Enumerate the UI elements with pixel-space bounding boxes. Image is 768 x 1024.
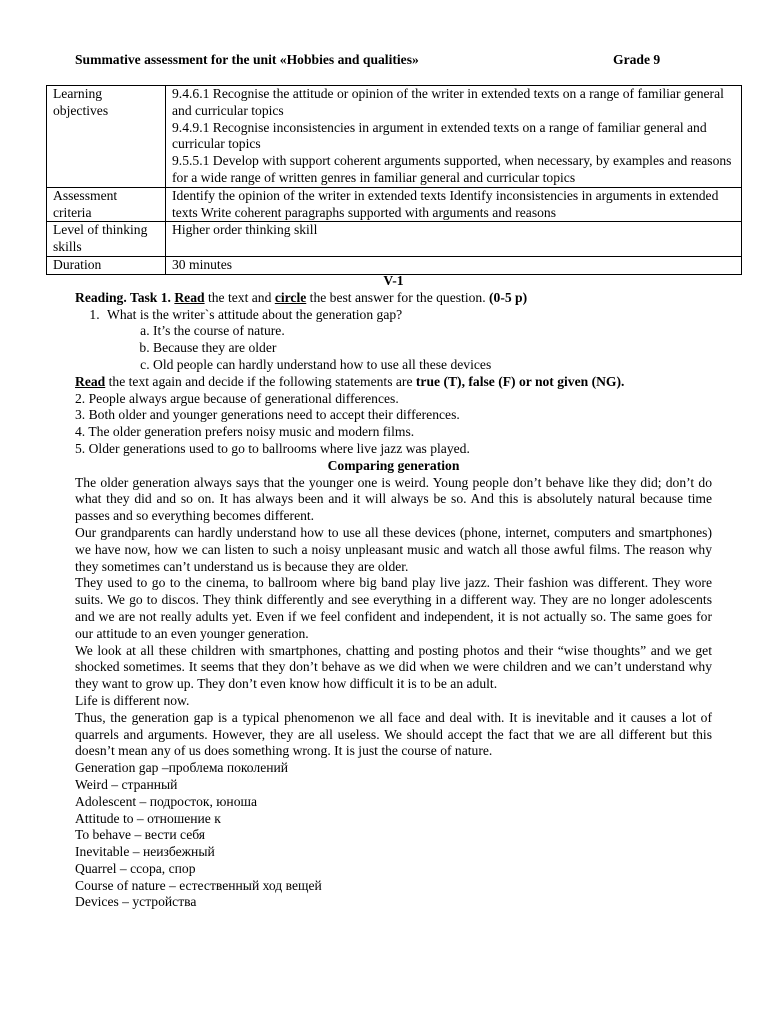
- article-paragraph: They used to go to the cinema, to ballroom where big band play live jazz. Their fashion was different. They wore suits. We go to discos. They think differently and see everything in a different way. They are no longer adolescents and we are not really adults yet. Even if we feel confident and independent, it is not actually so. The same goes for our attitude to an even younger generation.: [75, 575, 712, 641]
- article-paragraph: We look at all these children with smartphones, chatting and posting photos and their “wise thoughts” and we get shocked sometimes. It seems that they don’t behave as we did when we were children and we can’t understand why they want to grow up. They don’t even know how difficult it is to be an adult.: [75, 642, 712, 692]
- task1-question-list: [75, 307, 712, 374]
- answer-options: [107, 323, 712, 373]
- statement-item: 3. Both older and younger generations need to accept their differences.: [75, 407, 460, 423]
- answer-option-b: b. Because they are older: [153, 340, 712, 357]
- table-row: [47, 86, 742, 188]
- thinking-skills-label: Level of thinking skills: [47, 222, 166, 257]
- answer-option-c: c. Old people can hardly understand how to use all these devices: [153, 357, 712, 374]
- vocabulary-item: Weird – странный: [75, 776, 178, 792]
- grade-label: Grade 9: [613, 52, 661, 67]
- task2-instruction: Read the text again and decide if the following statements are true (T), false (F) or not given (NG).: [75, 373, 625, 389]
- duration-value: 30 minutes: [166, 256, 742, 274]
- task1-question: 1. What is the writer`s attitude about the generation gap? a. It’s the course of nature. b. Because they are older c. Old people can hardly understand how to use all these devices: [103, 307, 712, 374]
- task1-instruction: Reading. Task 1. Read the text and circle the best answer for the question. (0-5 p): [75, 289, 528, 305]
- table-row: [47, 256, 742, 274]
- document-title: Summative assessment for the unit «Hobbies and qualities»: [75, 52, 419, 67]
- article-title: Comparing generation: [327, 457, 460, 473]
- vocabulary-item: Generation gap –проблема поколений: [75, 760, 289, 776]
- statement-item: 4. The older generation prefers noisy music and modern films.: [75, 424, 415, 440]
- document-body: [75, 273, 712, 911]
- learning-objectives-label: Learning objectives: [47, 86, 166, 188]
- learning-objectives-cell: [166, 86, 742, 188]
- thinking-skills-value: Higher order thinking skill: [166, 222, 742, 257]
- statement-item: 5. Older generations used to go to ballrooms where live jazz was played.: [75, 440, 470, 456]
- objective-item: 9.5.5.1 Develop with support coherent arguments supported, when necessary, by examples and reasons for a wide range of written genres in familiar general and curricular topics: [172, 153, 732, 185]
- statement-list: [75, 391, 712, 458]
- article-paragraph: Our grandparents can hardly understand how to use all these devices (phone, internet, computers and smartphones) we have now, how we can listen to such a noisy unpleasant music and watch all those awful films. The reason why they sometimes can’t understand us is because they are older.: [75, 524, 712, 574]
- vocabulary-list: [75, 760, 712, 911]
- vocabulary-item: Inevitable – неизбежный: [75, 844, 215, 860]
- article-paragraph: Life is different now.: [75, 692, 190, 708]
- vocabulary-item: Attitude to – отношение к: [75, 810, 221, 826]
- article-paragraph: Thus, the generation gap is a typical phenomenon we all face and deal with. It is inevitable and it causes a lot of quarrels and arguments. However, they are all useless. We should accept the fact that we are all different but this doesn’t mean any of us does something wrong. It is just the course of nature.: [75, 709, 712, 759]
- objective-item: 9.4.6.1 Recognise the attitude or opinion of the writer in extended texts on a range of familiar general and curricular topics: [172, 86, 724, 118]
- article-text: [75, 475, 712, 761]
- vocabulary-item: Devices – устройства: [75, 894, 197, 910]
- vocabulary-item: Quarrel – ссора, спор: [75, 860, 196, 876]
- objective-item: 9.4.9.1 Recognise inconsistencies in argument in extended texts on a range of familiar general and curricular topics: [172, 119, 707, 152]
- answer-option-a: a. It’s the course of nature.: [153, 323, 712, 340]
- article-paragraph: The older generation always says that the younger one is weird. Young people don’t behave like they did; don’t do what they did and so on. It has always been and it will always be so. And this is absolutely natural because time passes and so everything becomes different.: [75, 474, 712, 524]
- vocabulary-item: Course of nature – естественный ход вещей: [75, 877, 322, 893]
- vocabulary-item: Adolescent – подросток, юноша: [75, 793, 257, 809]
- assessment-meta-table: [46, 85, 742, 275]
- assessment-criteria-label: Assessment criteria: [47, 187, 166, 222]
- duration-label: Duration: [47, 256, 166, 274]
- statement-item: 2. People always argue because of generational differences.: [75, 390, 399, 406]
- document-header: [75, 52, 675, 69]
- variant-heading: V-1: [383, 273, 404, 288]
- vocabulary-item: To behave – вести себя: [75, 827, 206, 843]
- table-row: [47, 187, 742, 222]
- assessment-criteria-value: Identify the opinion of the writer in extended texts Identify inconsistencies in arguments in extended texts Write coherent paragraphs supported with arguments and reasons: [166, 187, 742, 222]
- table-row: [47, 222, 742, 257]
